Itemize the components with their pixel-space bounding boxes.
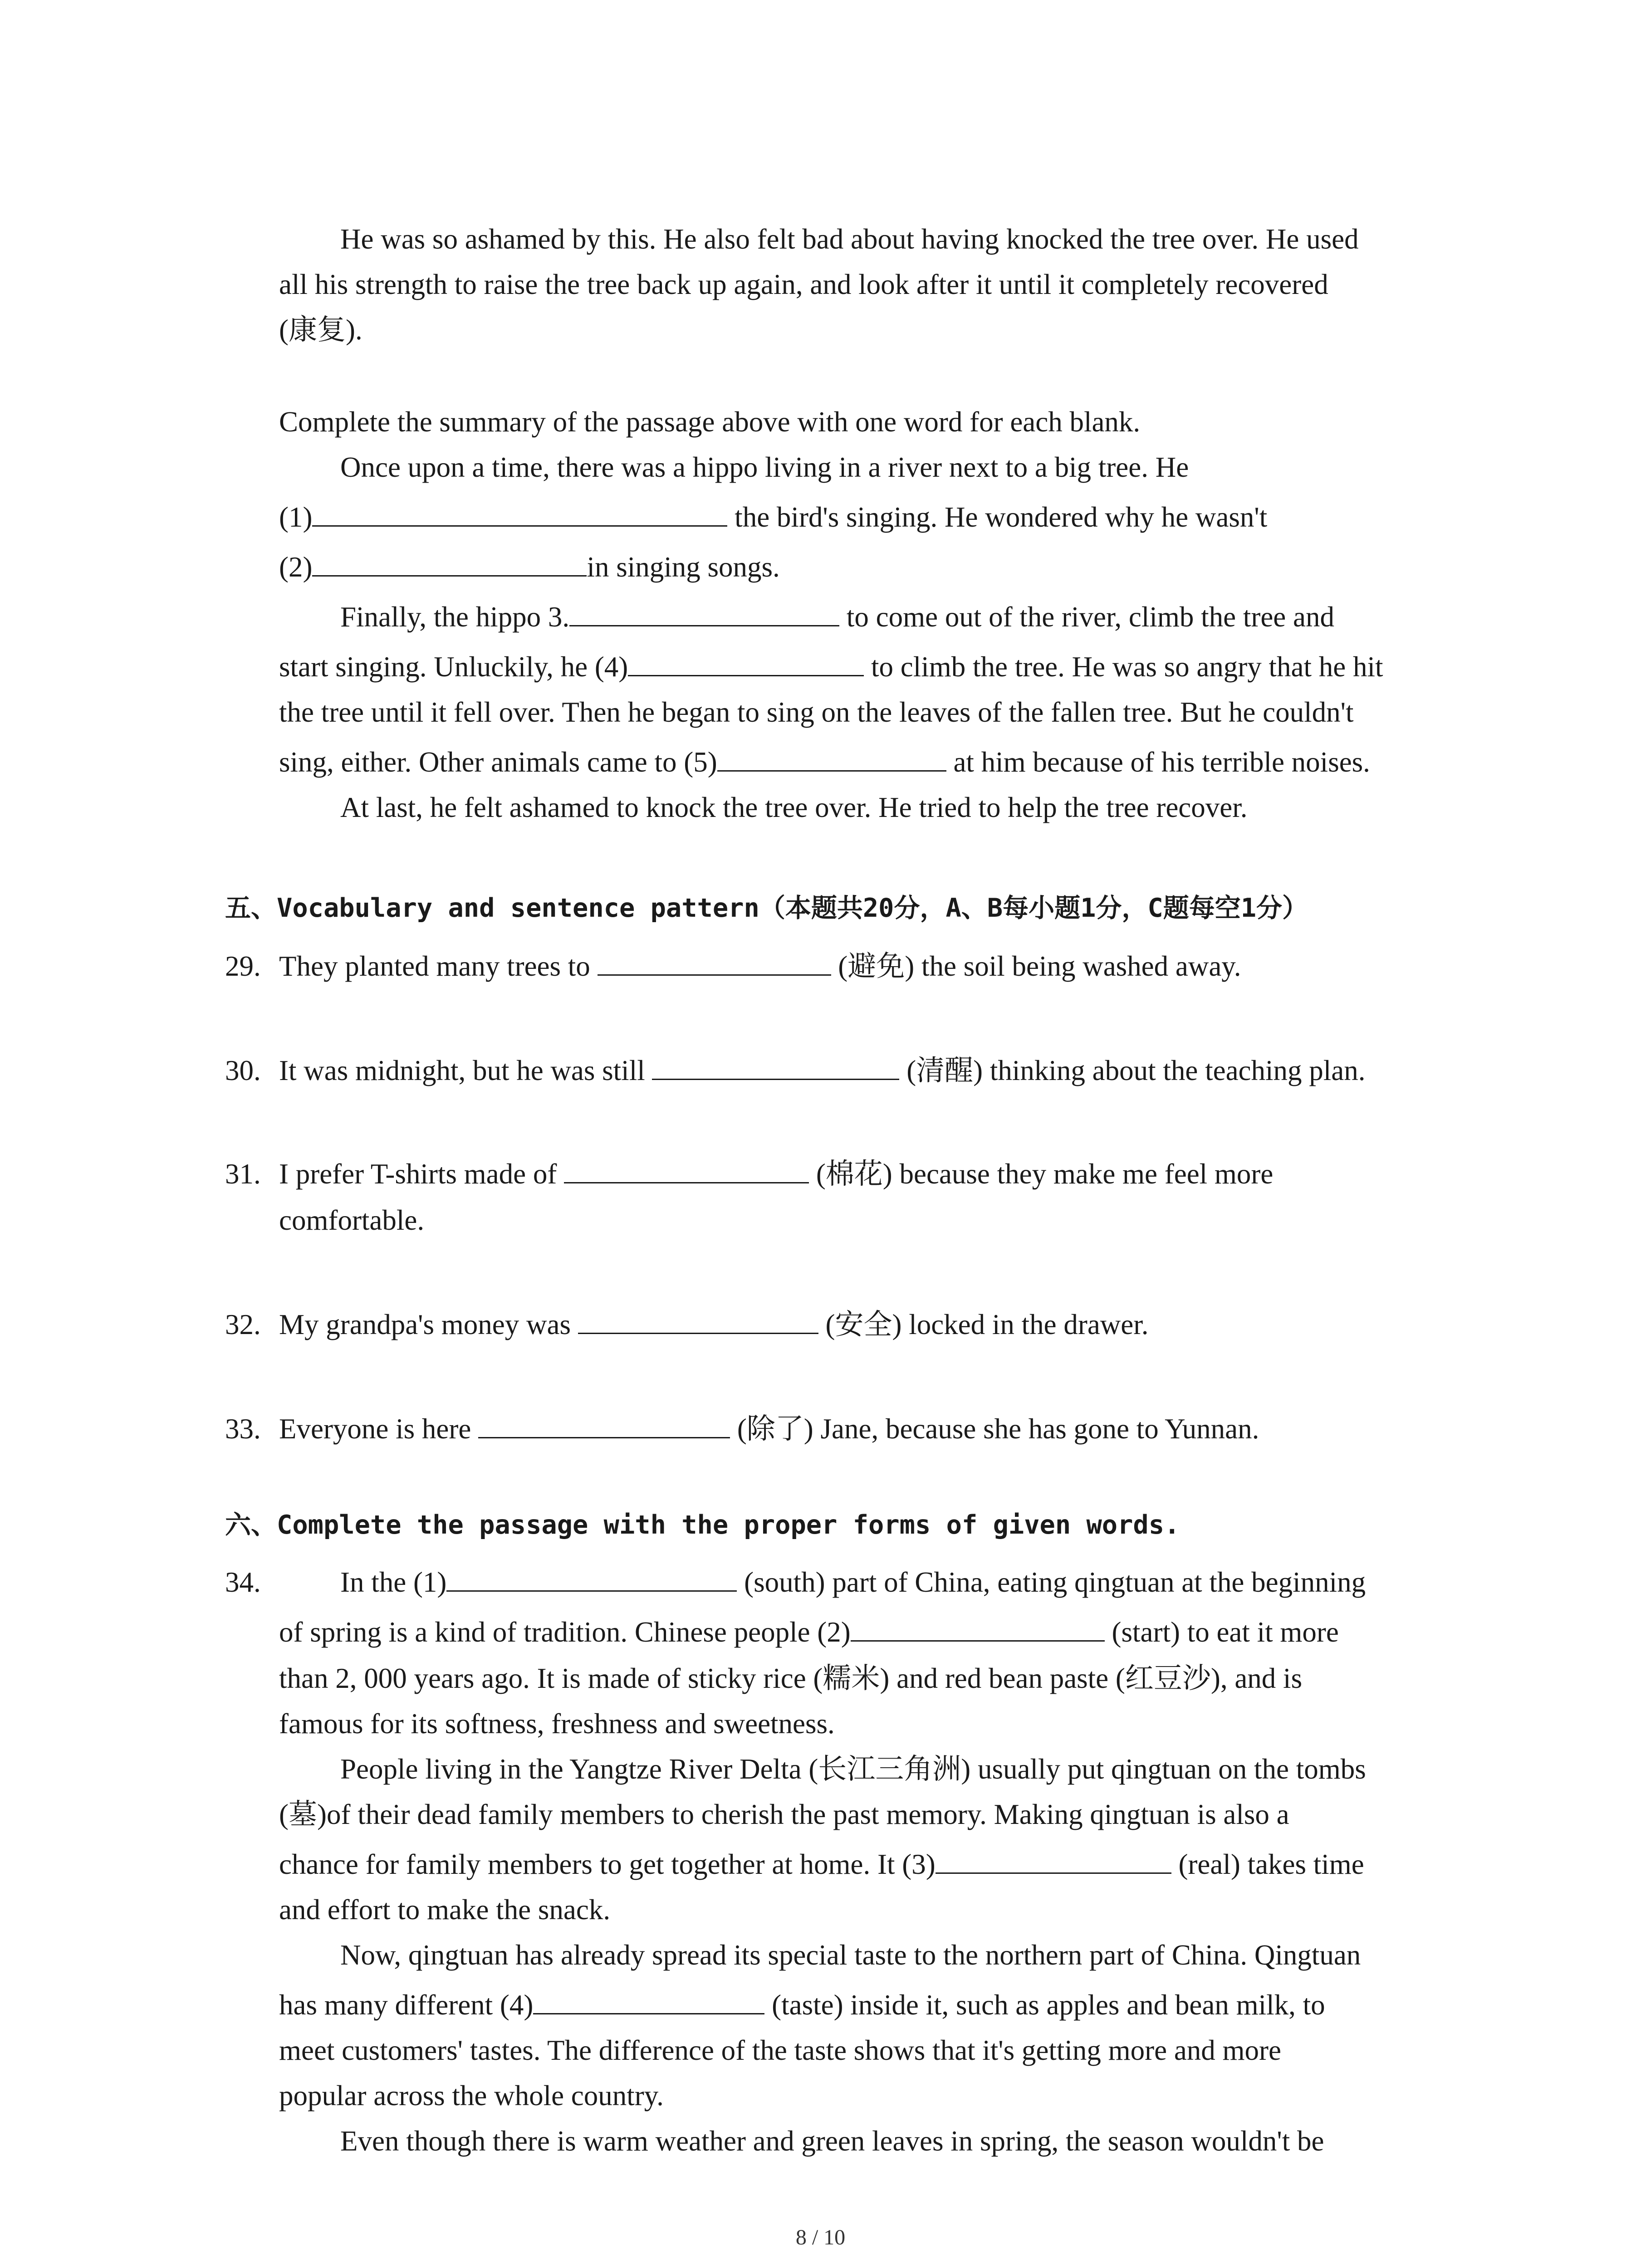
passage-line: Even though there is warm weather and green leaves in spring, the season wouldn't be	[340, 2125, 1324, 2157]
blank-5[interactable]	[717, 744, 946, 772]
section-heading: 五、Vocabulary and sentence pattern（本题共20分，A、B每小题1分，C题每空1分）	[225, 893, 1308, 923]
passage-line: In the (1) (south) part of China, eating qingtuan at the beginning	[340, 1564, 1366, 1600]
blank-4[interactable]	[533, 1987, 764, 2014]
summary-line: sing, either. Other animals came to (5) at him because of his terrible noises.	[279, 744, 1370, 780]
passage-line: than 2, 000 years ago. It is made of sticky rice (糯米) and red bean paste (红豆沙), and is	[279, 1662, 1303, 1694]
question-number: 30.	[225, 1055, 261, 1086]
summary-line: (1) the bird's singing. He wondered why he wasn't	[279, 499, 1267, 535]
question-number: 31.	[225, 1158, 261, 1190]
blank-3[interactable]	[569, 599, 839, 626]
page-number: 8 / 10	[795, 2225, 846, 2249]
passage-line: chance for family members to get together at home. It (3) (real) takes time	[279, 1846, 1364, 1882]
answer-blank[interactable]	[652, 1052, 899, 1080]
passage-line: popular across the whole country.	[279, 2080, 664, 2112]
blank-2[interactable]	[851, 1614, 1105, 1642]
question-30: It was midnight, but he was still (清醒) thinking about the teaching plan.	[279, 1052, 1365, 1089]
passage-line: People living in the Yangtze River Delta (长江三角洲) usually put qingtuan on the tombs	[340, 1753, 1366, 1785]
passage-line: famous for its softness, freshness and sweetness.	[279, 1708, 835, 1740]
passage-line: of spring is a kind of tradition. Chinese people (2) (start) to eat it more	[279, 1614, 1339, 1650]
summary-line: At last, he felt ashamed to knock the tree over. He tried to help the tree recover.	[340, 792, 1248, 823]
blank-1[interactable]	[312, 499, 727, 527]
summary-line: Once upon a time, there was a hippo living in a river next to a big tree. He	[340, 451, 1189, 483]
summary-line: the tree until it fell over. Then he began to sing on the leaves of the fallen tree. But he couldn't	[279, 696, 1354, 728]
passage-line: meet customers' tastes. The difference of the taste shows that it's getting more and more	[279, 2034, 1281, 2066]
question-29: They planted many trees to (避免) the soil being washed away.	[279, 948, 1241, 984]
passage-line: Now, qingtuan has already spread its special taste to the northern part of China. Qingtuan	[340, 1939, 1361, 1971]
answer-blank[interactable]	[598, 948, 831, 976]
question-number: 29.	[225, 950, 261, 982]
passage-line: (康复).	[279, 314, 362, 346]
section-heading: 六、Complete the passage with the proper forms of given words.	[225, 1510, 1180, 1540]
passage-line: (墓)of their dead family members to cherish the past memory. Making qingtuan is also a	[279, 1799, 1289, 1830]
question-31-cont: comfortable.	[279, 1204, 425, 1236]
blank-1[interactable]	[446, 1564, 737, 1592]
question-33: Everyone is here (除了) Jane, because she has gone to Yunnan.	[279, 1411, 1259, 1447]
question-number: 34.	[225, 1566, 261, 1598]
blank-4[interactable]	[628, 649, 864, 676]
answer-blank[interactable]	[564, 1156, 809, 1183]
passage-line: He was so ashamed by this. He also felt bad about having knocked the tree over. He used	[340, 223, 1359, 255]
blank-3[interactable]	[936, 1846, 1171, 1874]
blank-2[interactable]	[312, 549, 587, 577]
summary-line: start singing. Unluckily, he (4) to climb the tree. He was so angry that he hit	[279, 649, 1383, 685]
answer-blank[interactable]	[578, 1306, 818, 1334]
passage-line: and effort to make the snack.	[279, 1894, 611, 1926]
answer-blank[interactable]	[478, 1411, 730, 1438]
summary-line: (2) in singing songs.	[279, 549, 780, 585]
question-31: I prefer T-shirts made of (棉花) because they make me feel more	[279, 1156, 1273, 1192]
question-32: My grandpa's money was (安全) locked in the drawer.	[279, 1306, 1149, 1343]
summary-line: Finally, the hippo 3. to come out of the river, climb the tree and	[340, 599, 1334, 635]
passage-line: all his strength to raise the tree back up again, and look after it until it completely recovered	[279, 269, 1328, 300]
question-number: 33.	[225, 1413, 261, 1445]
passage-line: has many different (4) (taste) inside it, such as apples and bean milk, to	[279, 1987, 1325, 2023]
summary-instruction: Complete the summary of the passage above with one word for each blank.	[279, 406, 1141, 438]
question-number: 32.	[225, 1309, 261, 1340]
